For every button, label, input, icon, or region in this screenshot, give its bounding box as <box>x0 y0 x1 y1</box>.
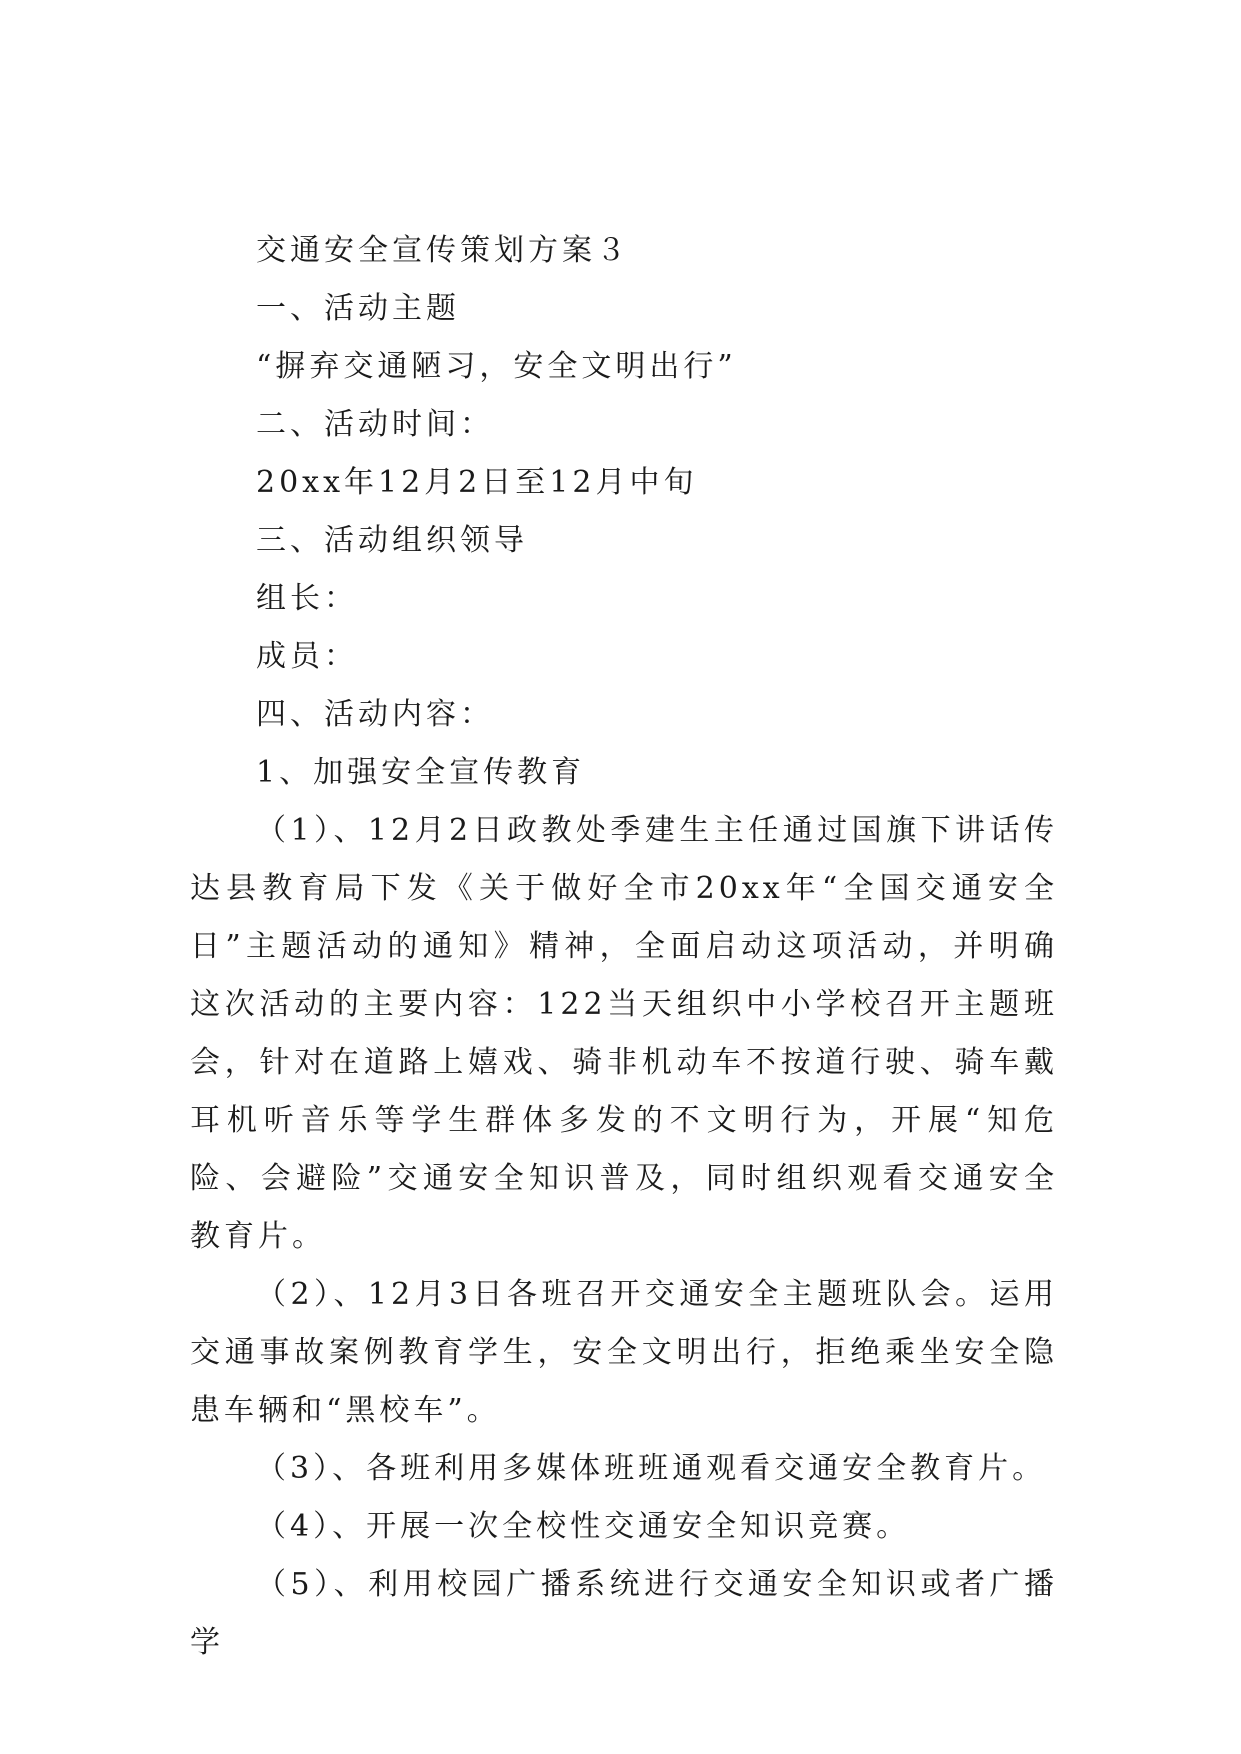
heading-time: 二、活动时间： <box>256 407 494 442</box>
theme-text: “摒弃交通陋习，安全文明出行” <box>256 349 737 384</box>
heading-content: 四、活动内容： <box>256 697 494 732</box>
section-1-heading: 1、加强安全宣传教育 <box>256 755 586 790</box>
heading-theme: 一、活动主题 <box>256 291 460 326</box>
heading-leaders: 三、活动组织领导 <box>256 523 528 558</box>
content-item-5: （5）、利用校园广播系统进行交通安全知识或者广播学 <box>190 1567 1058 1660</box>
leader-text: 组长： <box>256 581 358 616</box>
content-item-2: （2）、12月3日各班召开交通安全主题班队会。运用交通事故案例教育学生，安全文明出行，拒绝乘坐安全隐患车辆和“黑校车”。 <box>190 1277 1058 1428</box>
document-body <box>190 222 1058 1672</box>
time-text: 20xx年12月2日至12月中旬 <box>256 465 698 500</box>
content-item-4: （4）、开展一次全校性交通安全知识竞赛。 <box>256 1509 911 1544</box>
members-text: 成员： <box>256 639 358 674</box>
content-item-1: （1）、12月2日政教处季建生主任通过国旗下讲话传达县教育局下发《关于做好全市20xx年“全国交通安全日”主题活动的通知》精神，全面启动这项活动，并明确这次活动的主要内容：122当天组织中小学校召开主题班会，针对在道路上嬉戏、骑非机动车不按道行驶、骑车戴耳机听音乐等学生群体多发的不文明行为，开展“知危险、会避险”交通安全知识普及，同时组织观看交通安全教育片。 <box>190 813 1058 1254</box>
document-title: 交通安全宣传策划方案３ <box>256 233 630 268</box>
content-item-3: （3）、各班利用多媒体班班通观看交通安全教育片。 <box>256 1451 1047 1486</box>
